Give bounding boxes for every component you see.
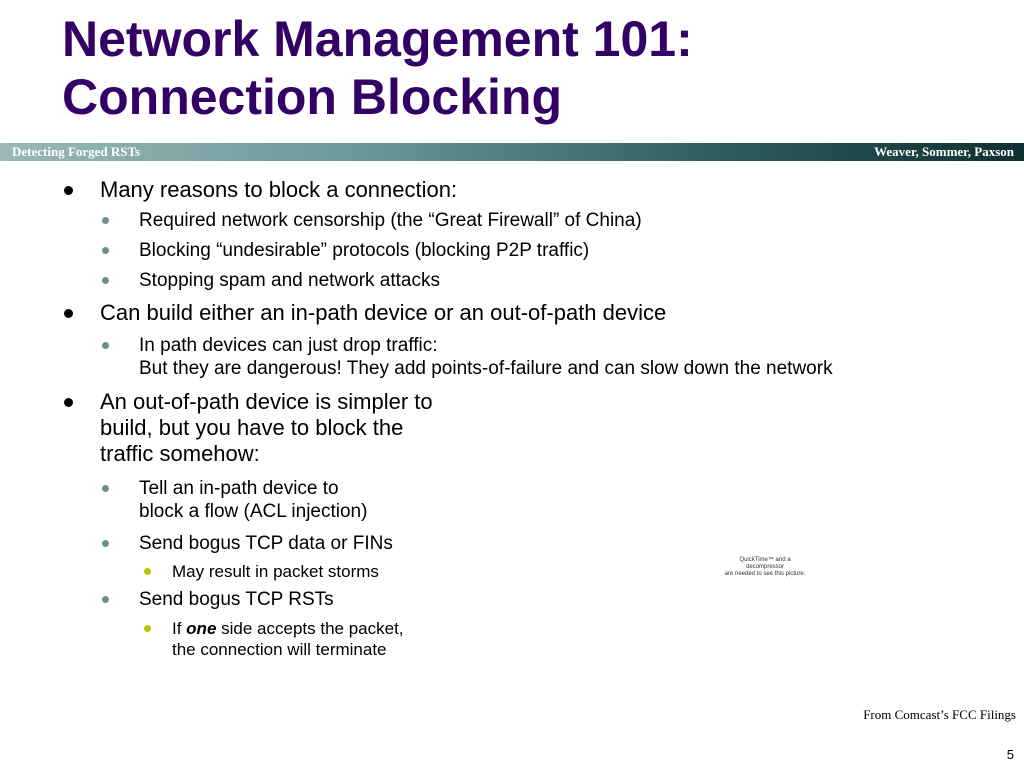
bullet-dot-icon <box>64 309 73 318</box>
list-item: Send bogus TCP RSTs <box>139 588 334 611</box>
list-item: Blocking “undesirable” protocols (blocking P2P traffic) <box>139 239 589 262</box>
list-item: In path devices can just drop traffic: But they are dangerous! They add points-of-failure and can slow down the network <box>139 334 833 380</box>
bullet-dot-icon <box>144 568 151 575</box>
slide-title-line-1: Network Management 101: <box>62 11 693 67</box>
quicktime-placeholder: QuickTime™ and a decompressor are needed to see this picture. <box>724 557 806 577</box>
list-item: Many reasons to block a connection: <box>100 177 457 203</box>
list-item: Send bogus TCP data or FINs <box>139 532 393 555</box>
list-item: If one side accepts the packet, the connection will terminate <box>172 618 404 660</box>
header-banner <box>0 143 1024 161</box>
source-note: From Comcast’s FCC Filings <box>863 707 1016 722</box>
slide-title-line-2: Connection Blocking <box>62 69 562 125</box>
bullet-dot-icon <box>102 277 109 284</box>
banner-authors: Weaver, Sommer, Paxson <box>874 144 1014 159</box>
list-item: Stopping spam and network attacks <box>139 269 440 292</box>
page-number: 5 <box>1006 747 1014 762</box>
emphasis-one: one <box>186 619 217 638</box>
bullet-dot-icon <box>102 217 109 224</box>
bullet-dot-icon <box>64 398 73 407</box>
list-item: Tell an in-path device to block a flow (ACL injection) <box>139 477 367 523</box>
bullet-dot-icon <box>102 342 109 349</box>
text-prefix: If <box>172 619 187 638</box>
list-item: An out-of-path device is simpler to build, but you have to block the traffic somehow: <box>100 389 433 467</box>
bullet-dot-icon <box>144 625 151 632</box>
list-item: Required network censorship (the “Great Firewall” of China) <box>139 209 642 232</box>
list-item: Can build either an in-path device or an out-of-path device <box>100 300 666 326</box>
slide-title <box>62 10 1012 126</box>
bullet-dot-icon <box>102 485 109 492</box>
text-suffix: side accepts the packet, <box>216 619 404 638</box>
bullet-dot-icon <box>64 186 73 195</box>
bullet-dot-icon <box>102 596 109 603</box>
bullet-dot-icon <box>102 247 109 254</box>
banner-talk-title: Detecting Forged RSTs <box>12 144 141 159</box>
list-item: May result in packet storms <box>172 561 379 582</box>
bullet-dot-icon <box>102 540 109 547</box>
